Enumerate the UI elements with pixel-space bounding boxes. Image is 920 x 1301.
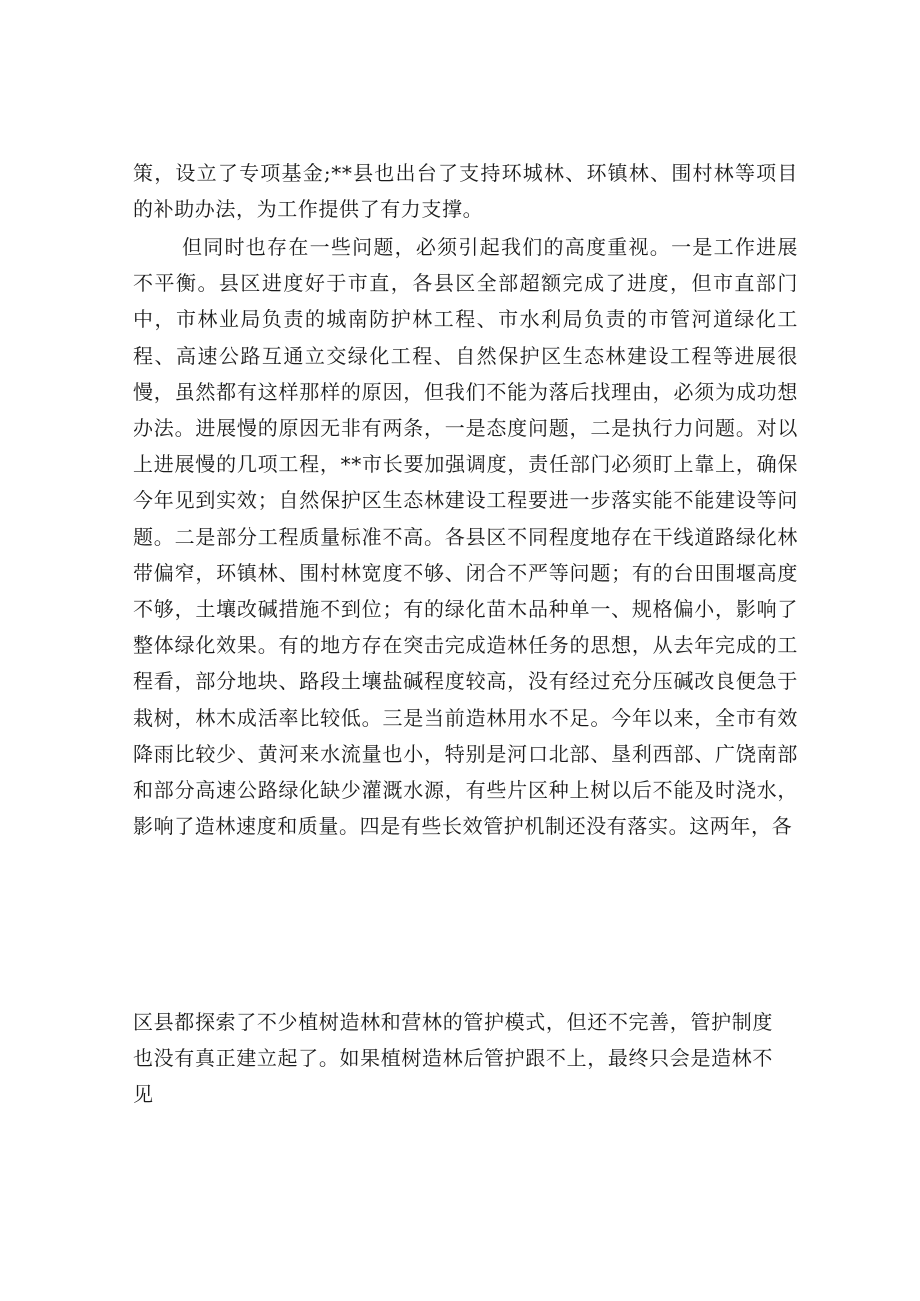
paragraph-3: 区县都探索了不少植树造林和营林的管护模式，但还不完善，管护制度也没有真正建立起了。如果植树造林后管护跟不上，最终只会是造林不见 [133, 1010, 773, 1107]
paragraph-2: 但同时也存在一些问题，必须引起我们的高度重视。一是工作进展不平衡。县区进度好于市直，各县区全部超额完成了进度，但市直部门中，市林业局负责的城南防护林工程、市水利局负责的市管河道绿化工程、高速公路互通立交绿化工程、自然保护区生态林建设工程等进展很慢，虽然都有这样那样的原因，但我们不能为落后找理由，必须为成功想办法。进展慢的原因无非有两条，一是态度问题，二是执行力问题。对以上进展慢的几项工程，**市长要加强调度，责任部门必须盯上靠上，确保今年见到实效；自然保护区生态林建设工程要进一步落实能不能建设等问题。二是部分工程质量标准不高。各县区不同程度地存在干线道路绿化林带偏窄，环镇林、围村林宽度不够、闭合不严等问题；有的台田围堰高度不够，土壤改碱措施不到位；有的绿化苗木品种单一、规格偏小，影响了整体绿化效果。有的地方存在突击完成造林任务的思想，从去年完成的工程看，部分地块、路段土壤盐碱程度较高，没有经过充分压碱改良便急于栽树，林木成活率比较低。三是当前造林用水不足。今年以来，全市有效降雨比较少、黄河来水流量也小，特别是河口北部、垦利西部、广饶南部和部分高速公路绿化缺少灌溉水源，有些片区种上树以后不能及时浇水，影响了造林速度和质量。四是有些长效管护机制还没有落实。这两年，各 [133, 235, 798, 839]
paragraph-1: 策，设立了专项基金;**县也出台了支持环城林、环镇林、围村林等项目的补助办法，为工作提供了有力支撑。 [133, 161, 798, 222]
